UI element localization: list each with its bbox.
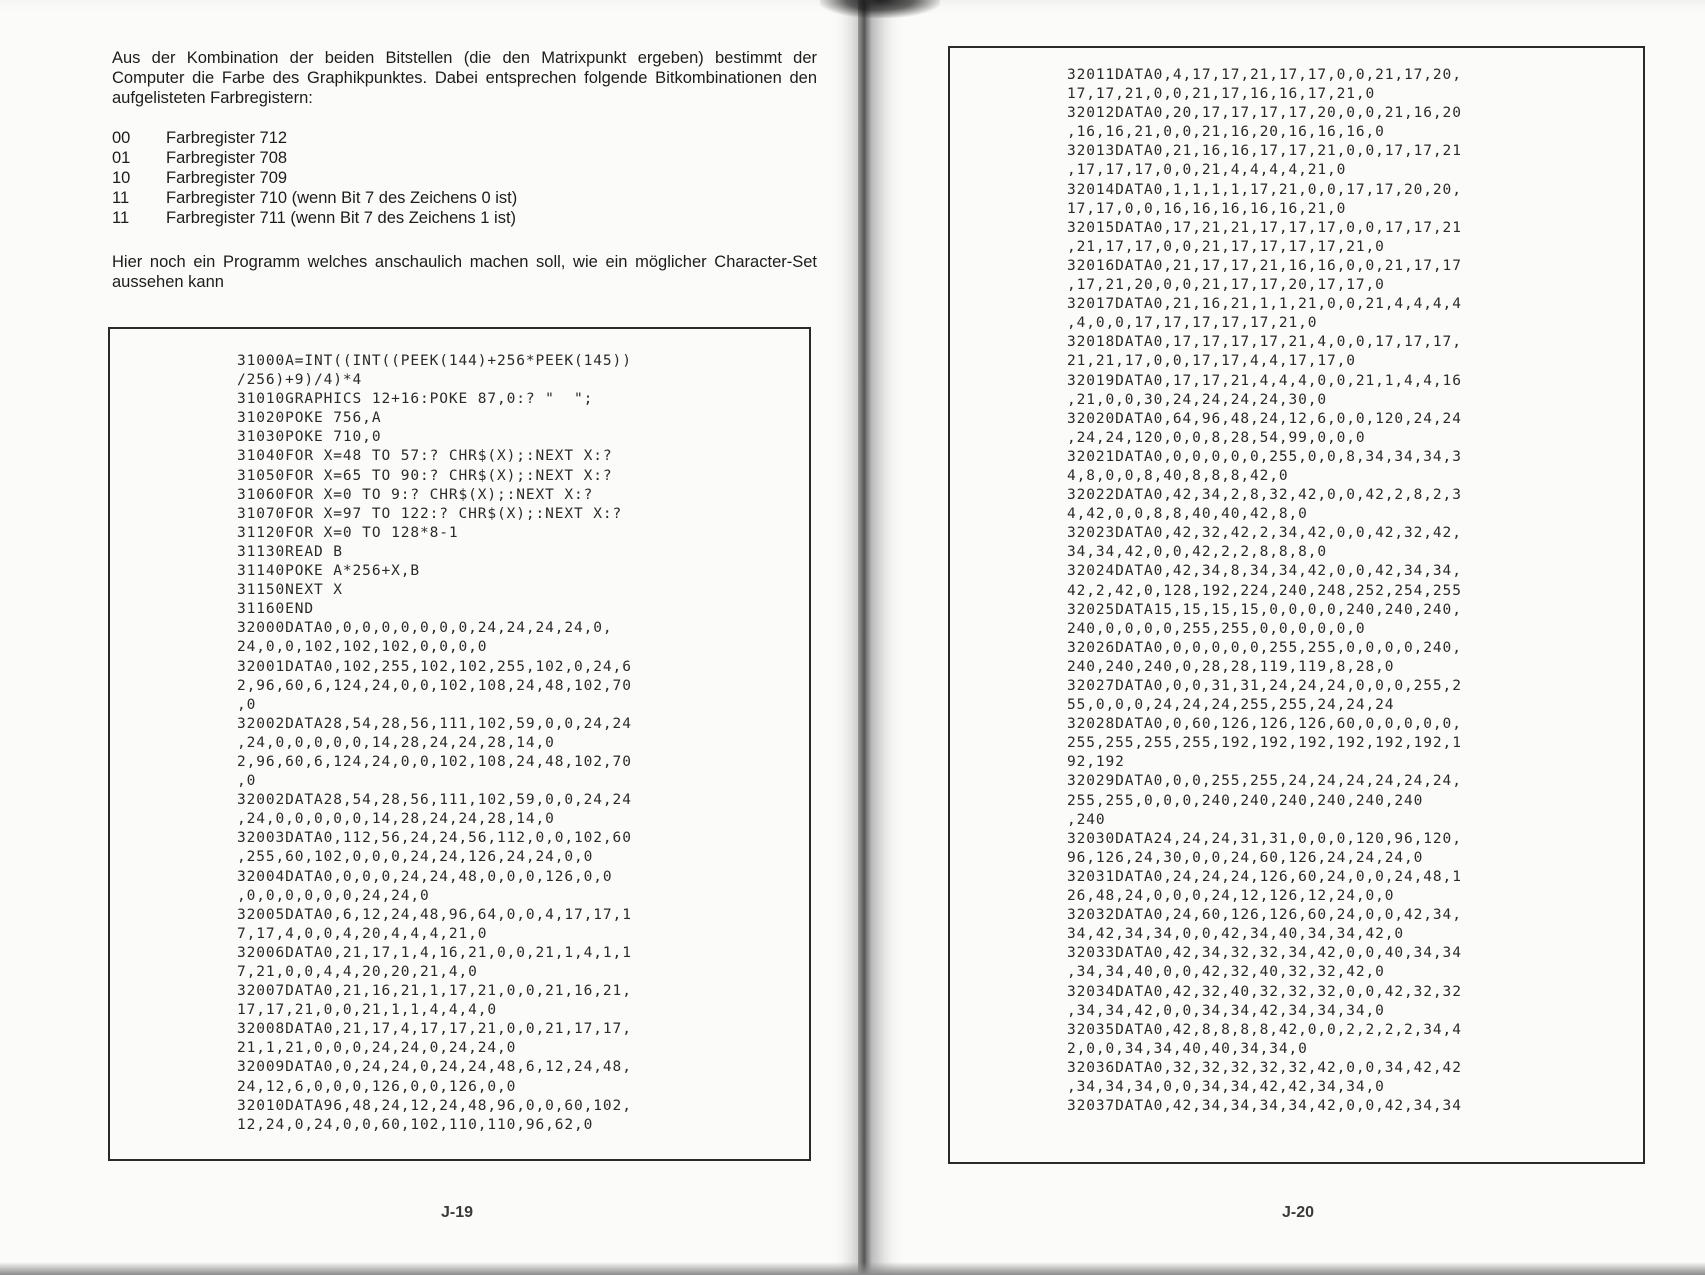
bit-code: 01 [112, 149, 131, 167]
listing-line: ,0,0,0,0,0,0,24,24,0 [237, 887, 430, 904]
listing-line: ,240 [1067, 811, 1106, 828]
listing-line: ,24,0,0,0,0,0,14,28,24,24,28,14,0 [237, 734, 555, 751]
listing-line: 31050FOR X=65 TO 90:? CHR$(X);:NEXT X:? [237, 467, 613, 484]
listing-line: 31150NEXT X [237, 582, 343, 599]
register-label: Farbregister 708 [166, 149, 288, 167]
listing-line: 32001DATA0,102,255,102,102,255,102,0,24,6 [237, 658, 632, 675]
listing-line: 26,48,24,0,0,0,24,12,126,12,24,0,0 [1067, 888, 1395, 905]
listing-line: 32018DATA0,17,17,17,17,21,4,0,0,17,17,17, [1067, 334, 1462, 351]
register-label: Farbregister 710 (wenn Bit 7 des Zeichens 0 ist) [166, 189, 518, 207]
outro-paragraph: Hier noch ein Programm welches anschaulich machen soll, wie ein möglicher Character-Set aussehen kann [112, 253, 817, 291]
listing-line: 2,96,60,6,124,24,0,0,102,108,24,48,102,70 [237, 677, 632, 694]
listing-line: ,0 [237, 696, 257, 713]
listing-line: 7,21,0,0,4,4,20,20,21,4,0 [237, 964, 478, 980]
listing-line: 17,17,0,0,16,16,16,16,16,21,0 [1067, 200, 1347, 217]
listing-line: ,24,0,0,0,0,0,14,28,24,24,28,14,0 [237, 811, 555, 828]
listing-line: 12,24,0,24,0,0,60,102,110,110,96,62,0 [237, 1116, 594, 1133]
listing-line: 32032DATA0,24,60,126,126,60,24,0,0,42,34, [1067, 907, 1462, 924]
program-listing-box [108, 327, 811, 1161]
listing-line: 32030DATA24,24,24,31,31,0,0,0,120,96,120, [1067, 830, 1462, 847]
listing-line: 17,17,21,0,0,21,17,16,16,17,21,0 [1067, 86, 1376, 103]
listing-line: 32010DATA96,48,24,12,24,48,96,0,0,60,102, [237, 1097, 632, 1114]
listing-line: 32004DATA0,0,0,0,24,24,48,0,0,0,126,0,0 [237, 868, 613, 885]
listing-line: 32011DATA0,4,17,17,21,17,17,0,0,21,17,20, [1067, 67, 1462, 83]
listing-line: ,21,17,17,0,0,21,17,17,17,17,21,0 [1067, 238, 1385, 255]
listing-line: ,21,0,0,30,24,24,24,24,30,0 [1067, 391, 1328, 408]
listing-line: 31030POKE 710,0 [237, 429, 382, 446]
listing-line: ,16,16,21,0,0,21,16,20,16,16,16,0 [1067, 124, 1385, 141]
listing-line: 32009DATA0,0,24,24,0,24,24,48,6,12,24,48, [237, 1059, 632, 1076]
intro-paragraph: Aus der Kombination der beiden Bitstellen (die den Matrixpunkt ergeben) bestimmt der Computer die Farbe des Graphikpunktes. Dabei entsprechen folgende Bitkombinationen den aufgelisteten Farbregistern: [112, 49, 817, 107]
list-item [112, 148, 517, 168]
bit-code: 00 [112, 129, 131, 147]
listing-line: ,24,24,120,0,0,8,28,54,99,0,0,0 [1067, 429, 1366, 446]
listing-line: 32002DATA28,54,28,56,111,102,59,0,0,24,24 [237, 715, 632, 732]
data-listing-box [948, 46, 1645, 1164]
listing-line: 4,8,0,0,8,40,8,8,8,42,0 [1067, 467, 1289, 484]
bit-code: 10 [112, 169, 131, 187]
listing-line: ,17,17,17,0,0,21,4,4,4,4,21,0 [1067, 162, 1347, 179]
listing-line: 31060FOR X=0 TO 9:? CHR$(X);:NEXT X:? [237, 486, 594, 503]
listing-line: 32027DATA0,0,0,31,31,24,24,24,0,0,0,255,2 [1067, 678, 1462, 694]
bit-code: 11 [112, 209, 130, 227]
page-edge [0, 1262, 1705, 1275]
listing-line: 32028DATA0,0,60,126,126,126,60,0,0,0,0,0, [1067, 716, 1462, 733]
listing-line: 31160END [237, 601, 315, 618]
register-label: Farbregister 712 [166, 129, 288, 147]
listing-line: 24,12,6,0,0,0,126,0,0,126,0,0 [237, 1078, 517, 1095]
listing-line: 34,34,42,0,0,42,2,2,8,8,8,0 [1067, 544, 1328, 561]
listing-line: 32029DATA0,0,0,255,255,24,24,24,24,24,24, [1067, 773, 1462, 790]
listing-line: ,34,34,42,0,0,34,34,42,34,34,34,0 [1067, 1002, 1385, 1019]
listing-line: 32002DATA28,54,28,56,111,102,59,0,0,24,24 [237, 792, 632, 809]
listing-line: 4,42,0,0,8,8,40,40,42,8,0 [1067, 506, 1308, 523]
listing-line: 32023DATA0,42,32,42,2,34,42,0,0,42,32,42, [1067, 525, 1462, 542]
listing-line: 32033DATA0,42,34,32,32,34,42,0,0,40,34,34 [1067, 945, 1462, 962]
listing-line: 32019DATA0,17,17,21,4,4,4,0,0,21,1,4,4,16 [1067, 372, 1462, 389]
listing-line: 96,126,24,30,0,0,24,60,126,24,24,24,0 [1067, 849, 1424, 866]
data-listing [1067, 66, 1462, 1116]
listing-line: 32034DATA0,42,32,40,32,32,32,0,0,42,32,32 [1067, 983, 1462, 1000]
list-item [112, 128, 517, 148]
listing-line: ,34,34,40,0,0,42,32,40,32,32,42,0 [1067, 964, 1385, 981]
listing-line: 32005DATA0,6,12,24,48,96,64,0,0,4,17,17,1 [237, 906, 632, 923]
listing-line: 255,255,255,255,192,192,192,192,192,192,1 [1067, 735, 1462, 752]
page-number: J-19 [441, 1204, 474, 1221]
listing-line: 21,21,17,0,0,17,17,4,4,17,17,0 [1067, 353, 1356, 370]
listing-line: 32020DATA0,64,96,48,24,12,6,0,0,120,24,24 [1067, 410, 1462, 427]
listing-line: 32013DATA0,21,16,16,17,17,21,0,0,17,17,21 [1067, 143, 1462, 160]
listing-line: 32003DATA0,112,56,24,24,56,112,0,0,102,60 [237, 830, 632, 847]
listing-line: 255,255,0,0,0,240,240,240,240,240,240 [1067, 792, 1424, 809]
listing-line: 32007DATA0,21,16,21,1,17,21,0,0,21,16,21, [237, 983, 632, 1000]
listing-line: 32014DATA0,1,1,1,1,17,21,0,0,17,17,20,20, [1067, 181, 1462, 198]
list-item [112, 188, 517, 208]
listing-line: 32000DATA0,0,0,0,0,0,0,0,24,24,24,24,0, [237, 620, 613, 637]
listing-line: 31140POKE A*256+X,B [237, 563, 420, 580]
listing-line: 17,17,21,0,0,21,1,1,4,4,4,0 [237, 1002, 498, 1019]
listing-line: 32016DATA0,21,17,17,21,16,16,0,0,21,17,17 [1067, 257, 1462, 274]
listing-line: 31040FOR X=48 TO 57:? CHR$(X);:NEXT X:? [237, 448, 613, 465]
listing-line: 2,0,0,34,34,40,40,34,34,0 [1067, 1040, 1308, 1057]
list-item [112, 168, 517, 188]
listing-line: 31130READ B [237, 543, 343, 560]
listing-line: /256)+9)/4)*4 [237, 372, 363, 389]
register-label: Farbregister 709 [166, 169, 288, 187]
listing-line: 31120FOR X=0 TO 128*8-1 [237, 524, 459, 541]
listing-line: 32022DATA0,42,34,2,8,32,42,0,0,42,2,8,2,3 [1067, 487, 1462, 504]
listing-line: 31020POKE 756,A [237, 410, 382, 427]
listing-line: 2,96,60,6,124,24,0,0,102,108,24,48,102,70 [237, 753, 632, 770]
register-label: Farbregister 711 (wenn Bit 7 des Zeichens 1 ist) [166, 209, 517, 227]
listing-line: ,0 [237, 773, 257, 790]
listing-line: 32024DATA0,42,34,8,34,34,42,0,0,42,34,34, [1067, 563, 1462, 580]
listing-line: ,4,0,0,17,17,17,17,17,21,0 [1067, 315, 1318, 332]
listing-line: 42,2,42,0,128,192,224,240,248,252,254,255 [1067, 582, 1462, 599]
listing-line: 32026DATA0,0,0,0,0,0,255,255,0,0,0,0,240, [1067, 639, 1462, 656]
listing-line: 32031DATA0,24,24,24,126,60,24,0,0,24,48,1 [1067, 868, 1462, 885]
listing-line: 240,0,0,0,0,255,255,0,0,0,0,0,0 [1067, 620, 1366, 637]
list-item [112, 208, 517, 228]
listing-line: ,17,21,20,0,0,21,17,17,20,17,17,0 [1067, 277, 1385, 294]
listing-line: ,34,34,34,0,0,34,34,42,42,34,34,0 [1067, 1078, 1385, 1095]
listing-line: 240,240,240,0,28,28,119,119,8,28,0 [1067, 658, 1395, 675]
bit-combination-list [112, 128, 517, 228]
listing-line: ,255,60,102,0,0,0,24,24,126,24,24,0,0 [237, 849, 594, 866]
listing-line: 32037DATA0,42,34,34,34,34,42,0,0,42,34,34 [1067, 1098, 1462, 1115]
listing-line: 32006DATA0,21,17,1,4,16,21,0,0,21,1,4,1,1 [237, 944, 632, 961]
listing-line: 31010GRAPHICS 12+16:POKE 87,0:? " "; [237, 391, 594, 408]
listing-line: 32017DATA0,21,16,21,1,1,21,0,0,21,4,4,4,4 [1067, 296, 1462, 313]
listing-line: 92,192 [1067, 754, 1125, 771]
listing-line: 55,0,0,0,24,24,24,255,255,24,24,24 [1067, 697, 1395, 714]
listing-line: 31070FOR X=97 TO 122:? CHR$(X);:NEXT X:? [237, 505, 623, 522]
listing-line: 32008DATA0,21,17,4,17,17,21,0,0,21,17,17, [237, 1021, 632, 1038]
program-listing [237, 352, 632, 1135]
listing-line: 32021DATA0,0,0,0,0,0,255,0,0,8,34,34,34,3 [1067, 448, 1462, 465]
listing-line: 21,1,21,0,0,0,24,24,0,24,24,0 [237, 1040, 517, 1057]
listing-line: 31000A=INT((INT((PEEK(144)+256*PEEK(145)) [237, 353, 632, 369]
book-spine [858, 0, 872, 1275]
listing-line: 32012DATA0,20,17,17,17,17,20,0,0,21,16,20 [1067, 105, 1462, 122]
spine-shadow [820, 0, 940, 18]
page-number: J-20 [1282, 1204, 1315, 1221]
listing-line: 32035DATA0,42,8,8,8,8,42,0,0,2,2,2,2,34,4 [1067, 1021, 1462, 1038]
bit-code: 11 [112, 189, 130, 207]
listing-line: 32015DATA0,17,21,21,17,17,17,0,0,17,17,21 [1067, 219, 1462, 236]
listing-line: 32025DATA15,15,15,15,0,0,0,0,240,240,240, [1067, 601, 1462, 618]
listing-line: 34,42,34,34,0,0,42,34,40,34,34,42,0 [1067, 926, 1405, 943]
listing-line: 32036DATA0,32,32,32,32,32,42,0,0,34,42,42 [1067, 1059, 1462, 1076]
listing-line: 7,17,4,0,0,4,20,4,4,4,21,0 [237, 925, 488, 942]
listing-line: 24,0,0,102,102,102,0,0,0,0 [237, 639, 488, 656]
